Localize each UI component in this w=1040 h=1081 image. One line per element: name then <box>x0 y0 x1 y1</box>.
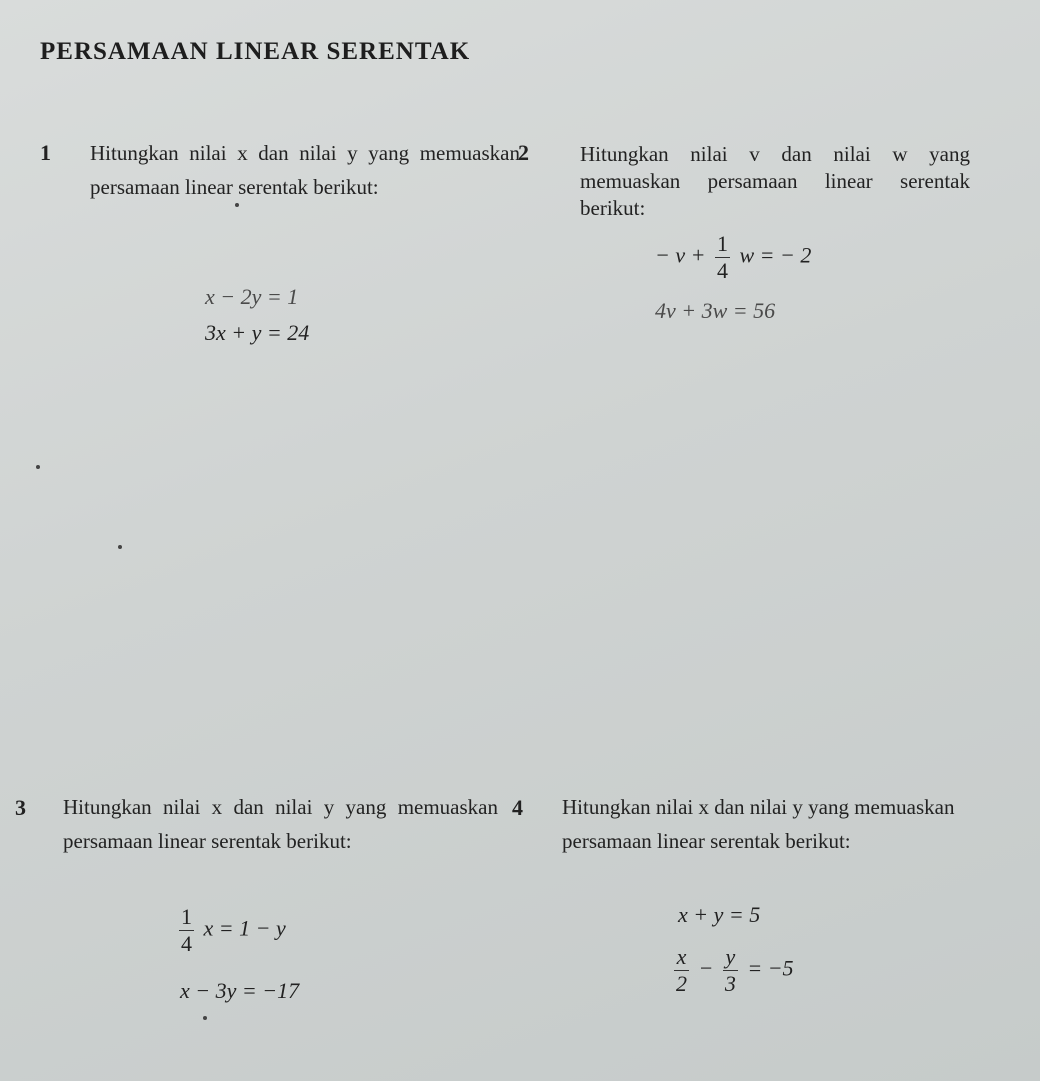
question-1-text: Hitungkan nilai x dan nilai y yang memuaskan persamaan linear serentak berikut: <box>90 141 520 199</box>
fraction-denominator: 4 <box>716 258 728 283</box>
fraction-numerator: 1 <box>181 904 192 929</box>
question-4-text: Hitungkan nilai x dan nilai y yang memuaskan persamaan linear serentak berikut: <box>562 795 955 853</box>
question-2-eq1-prefix: − v + <box>655 242 706 268</box>
question-2-eq1-suffix: w = − 2 <box>739 242 812 268</box>
fraction-denominator: 3 <box>724 971 736 996</box>
question-1-number: 1 <box>40 140 51 165</box>
question-2-text: Hitungkan nilai v dan nilai w yang memuaskan persamaan linear serentak berikut: <box>580 142 970 220</box>
fraction-numerator: 1 <box>716 231 728 256</box>
question-1-equation-1: x − 2y = 1 <box>205 284 299 309</box>
question-3-eq1-fraction <box>179 905 194 956</box>
page-title: PERSAMAAN LINEAR SERENTAK <box>40 38 471 65</box>
question-3-number: 3 <box>15 795 26 820</box>
question-4-equation-1: x + y = 5 <box>678 902 761 927</box>
question-4-number: 4 <box>512 795 523 820</box>
question-4-eq2-suffix: = −5 <box>747 955 794 981</box>
question-2-number: 2 <box>518 140 529 165</box>
question-4-eq2-fraction-2 <box>723 945 738 996</box>
question-3-equation-2: x − 3y = −17 <box>180 978 300 1003</box>
question-2-equation-2: 4v + 3w = 56 <box>655 298 776 323</box>
question-3-text: Hitungkan nilai x dan nilai y yang memuaskan persamaan linear serentak berikut: <box>63 795 498 853</box>
fraction-numerator: y <box>723 945 738 971</box>
question-4-eq2-fraction-1 <box>674 945 689 996</box>
question-1-equation-2: 3x + y = 24 <box>205 320 310 345</box>
question-3-eq1-suffix: x = 1 − y <box>203 915 286 941</box>
fraction-denominator: 4 <box>181 931 192 956</box>
fraction-numerator: x <box>674 945 689 971</box>
question-4-equation-2 <box>670 945 794 996</box>
paper-mark <box>118 545 122 549</box>
question-4-eq2-operator: − <box>698 955 714 981</box>
paper-mark <box>235 203 239 207</box>
question-2-eq1-fraction <box>715 232 730 283</box>
paper-mark <box>203 1016 207 1020</box>
question-3-equation-1 <box>175 905 286 956</box>
question-2-equation-1 <box>655 232 811 283</box>
fraction-denominator: 2 <box>676 971 687 996</box>
paper-mark <box>36 465 40 469</box>
